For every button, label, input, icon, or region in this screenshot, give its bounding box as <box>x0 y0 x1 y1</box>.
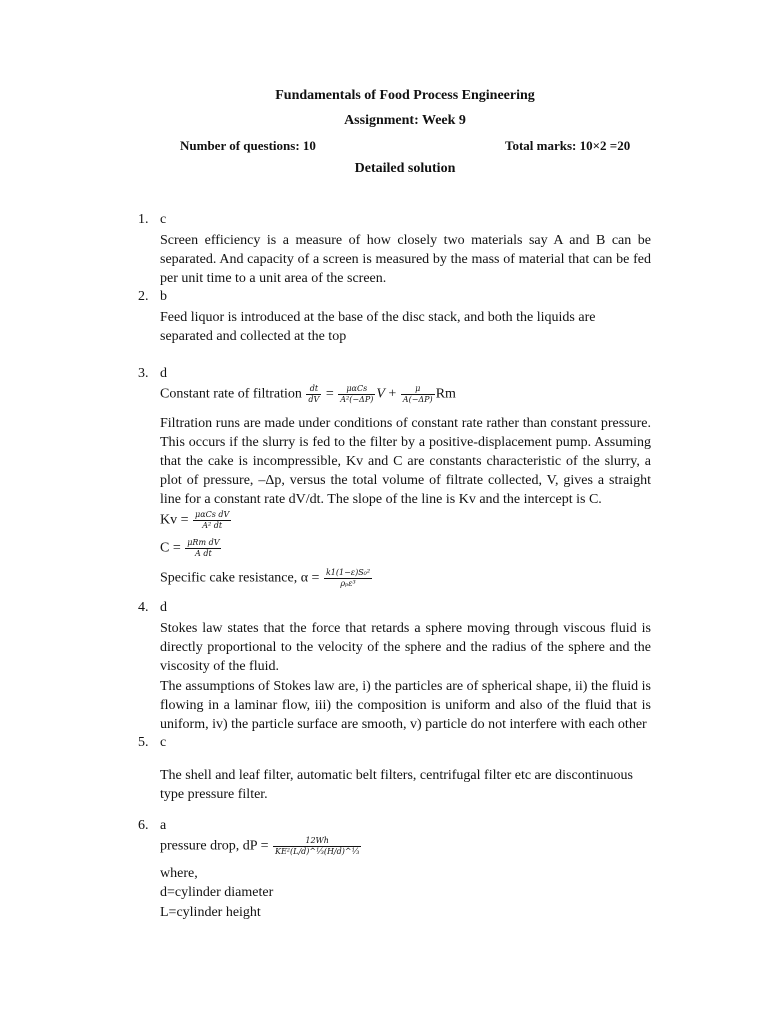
equation-label: Specific cake resistance, α = <box>160 570 320 586</box>
fraction <box>324 568 372 589</box>
solution-text: Filtration runs are made under conditions of constant rate rather than constant pressure. This occurs if the slurry is fed to the filter by a positive-displacement pump. Assuming that the cake is incompressible, Kv and C are constants characteristic of the slurry, a plot of pressure, –Δp, versus the total volume of filtrate collected, V, gives a straight line for a constant rate dV/dt. The slope of the line is Kv and the intercept is C. <box>160 416 651 507</box>
kv-equation <box>160 510 232 531</box>
solution-text: Stokes law states that the force that retards a sphere moving through viscous fluid is directly proportional to the velocity of the sphere and the radius of the sphere and the viscosity of the fluid. <box>160 621 651 674</box>
answer-letter: c <box>160 212 167 227</box>
numerator: μ <box>401 384 435 395</box>
solution-text: Screen efficiency is a measure of how closely two materials say A and B can be separated. And capacity of a screen is measured by the mass of material that can be fed per unit time to a unit area of the screen. <box>160 233 651 286</box>
numerator: 12Wh <box>273 836 361 847</box>
numerator: μαCs dV <box>195 510 230 519</box>
answer-letter: c <box>160 735 167 750</box>
answer-letter: b <box>160 289 167 304</box>
denominator: KE²(L/d)^⅓(H/d)^⅓ <box>274 847 360 856</box>
denominator: A²(−ΔP) <box>340 395 374 404</box>
denominator: dV <box>308 395 320 404</box>
numerator: dt <box>306 384 321 395</box>
numerator: k1(1−ε)S₀² <box>325 568 371 577</box>
fraction <box>185 538 221 559</box>
variable: V <box>376 386 385 402</box>
where-label: where, <box>160 866 198 881</box>
answer-letter: d <box>160 600 167 615</box>
fraction <box>338 384 375 405</box>
denominator: ρₚε³ <box>340 579 356 588</box>
assignment-heading: Assignment: Week 9 <box>344 113 466 128</box>
c-equation <box>160 538 222 559</box>
definition-l: L=cylinder height <box>160 905 261 920</box>
pressure-drop-equation <box>160 836 362 857</box>
total-marks: Total marks: 10×2 =20 <box>505 138 631 153</box>
question-number: 3. <box>138 366 149 381</box>
question-number: 2. <box>138 289 149 304</box>
numerator: μRm dV <box>187 538 220 547</box>
equation-label: Constant rate of filtration <box>160 386 302 402</box>
equation-label: Kv = <box>160 512 189 528</box>
solution-text: Feed liquor is introduced at the base of the disc stack, and both the liquids are separated and collected at the top <box>160 310 596 344</box>
section-heading: Detailed solution <box>354 161 456 176</box>
question-number: 5. <box>138 735 149 750</box>
filtration-rate-equation <box>160 384 456 405</box>
solution-text: The assumptions of Stokes law are, i) the particles are of spherical shape, ii) the fluid is flowing in a laminar flow, iii) the composition is uniform and also of the fluid that is uniform, iv) the particle surface are smooth, v) particle do not interfere with each other <box>160 679 651 732</box>
definition-d: d=cylinder diameter <box>160 885 274 900</box>
number-of-questions: Number of questions: 10 <box>180 138 316 153</box>
equation-label: pressure drop, dP = <box>160 838 269 854</box>
denominator: A dt <box>195 549 212 558</box>
variable: Rm <box>435 386 456 402</box>
answer-letter: d <box>160 366 167 381</box>
numerator: μαCs <box>338 384 375 395</box>
equation-label: C = <box>160 540 181 556</box>
fraction <box>193 510 231 531</box>
answer-letter: a <box>160 818 167 833</box>
denominator: A² dt <box>202 521 223 530</box>
fraction <box>401 384 435 405</box>
cake-resistance-equation <box>160 568 373 589</box>
equals-sign: = <box>325 386 334 402</box>
question-number: 6. <box>138 818 149 833</box>
question-number: 4. <box>138 600 149 615</box>
question-number: 1. <box>138 212 149 227</box>
document-title: Fundamentals of Food Process Engineering <box>275 88 535 103</box>
solution-text: The shell and leaf filter, automatic belt filters, centrifugal filter etc are discontinuous type pressure filter. <box>160 768 633 802</box>
fraction <box>273 836 361 857</box>
plus-sign: + <box>388 386 397 402</box>
fraction <box>306 384 321 405</box>
denominator: A(−ΔP) <box>402 395 433 404</box>
